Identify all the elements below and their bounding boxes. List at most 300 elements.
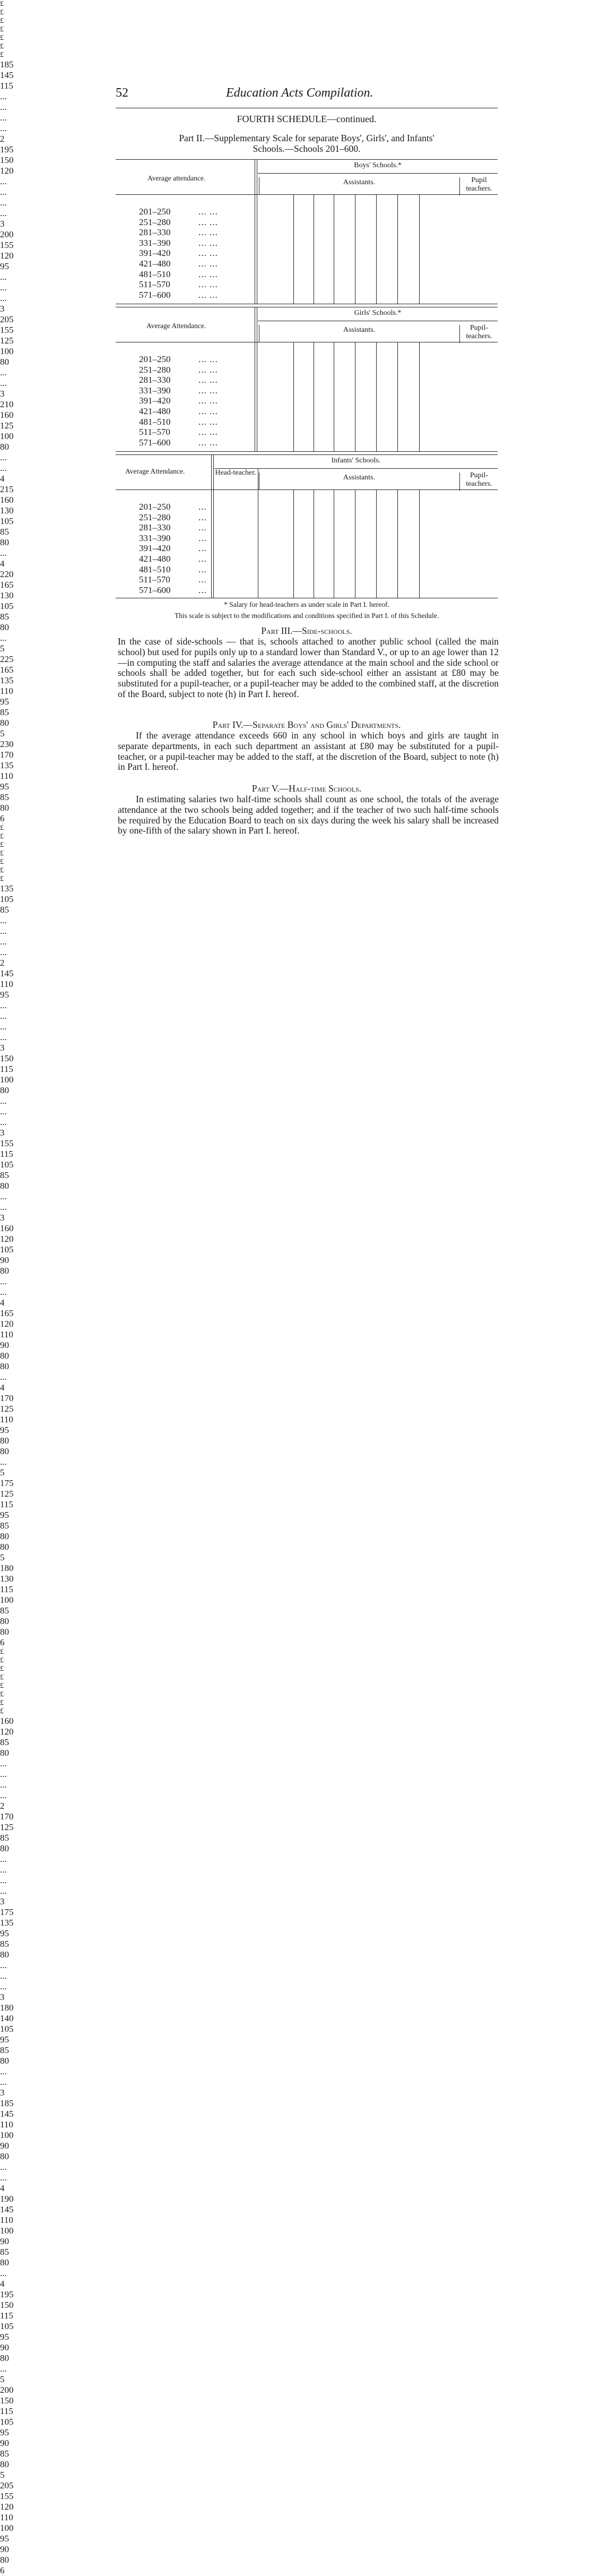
boys-row-leader: ... ... (198, 269, 218, 279)
girls-row-leader: ... ... (198, 364, 218, 375)
infants-head-salary: 180 (0, 2003, 14, 2013)
boys-assistant-salary: 80 (0, 442, 9, 452)
boys-assistant-salary: 110 (0, 771, 13, 781)
boys-assistant-salary: ... (0, 463, 7, 473)
part4-text: If the average attendance exceeds 660 in any school in which boys and girls are taught in separate departments, in each such department an assistant at £80 may be substituted for a pupil-teacher, or a pupil-teacher may be added to the staff, at the discretion of the Board, subject to note (h) in Part I. hereof. (118, 730, 499, 772)
girls-row-leader: ... ... (198, 354, 218, 364)
infants-assistant-salary: 120 (0, 2502, 14, 2512)
schedule-title: FOURTH SCHEDULE—continued. (237, 114, 377, 124)
girls-pupil-count: 6 (0, 1637, 5, 1647)
boys-assistant-salary: 130 (0, 590, 14, 600)
infants-assistant-salary: 95 (0, 2332, 9, 2342)
boys-assistant-salary: 210 (0, 399, 14, 409)
girls-assistant-salary: 110 (0, 979, 13, 989)
boys-assistant-salary: 225 (0, 654, 14, 664)
infants-assistant-salary: ... (0, 1886, 7, 1896)
infants-assistant-salary: 80 (0, 1950, 9, 1960)
girls-assistant-salary: 125 (0, 1404, 14, 1414)
infants-head-salary: 170 (0, 1811, 14, 1822)
girls-assistant-salary: ... (0, 1096, 7, 1106)
infants-row-range: 251–280 (139, 512, 171, 522)
girls-assistant-salary: 80 (0, 1085, 9, 1095)
boys-assistant-salary: 85 (0, 792, 9, 802)
infants-pupil-count: 4 (0, 2183, 5, 2193)
girls-row-range: 251–280 (139, 364, 171, 375)
infants-assistant-salary: 80 (0, 2056, 9, 2066)
boys-assistant-salary: 100 (0, 431, 14, 441)
part5-text: In estimating salaries two half-time schools shall count as one school, the totals of the average attendance at the two schools being added together; and if the teacher of two such half-time schools be required by the Education Board to teach on six days during the week his salary shall be increased by one-fifth of the salary shown in Part I. hereof. (118, 794, 499, 836)
infants-row-leader: ... (198, 574, 207, 585)
infants-assistant-salary: 90 (0, 2342, 9, 2352)
girls-pupil-count: 3 (0, 1213, 5, 1223)
infants-row-leader: ... (198, 543, 207, 554)
infants-assist-end-rule (419, 490, 420, 598)
infants-assistant-salary: ... (0, 1875, 7, 1885)
infants-assistant-salary: 105 (0, 2024, 14, 2034)
boys-assistant-salary: 135 (0, 675, 14, 685)
boys-assistant-salary: 95 (0, 697, 9, 707)
girls-assistant-salary: 80 (0, 1351, 9, 1361)
infants-assist-right-rule (459, 473, 460, 491)
infants-assistant-salary: 80 (0, 2151, 9, 2161)
infants-assistant-salary: 90 (0, 2438, 9, 2448)
infants-row-range: 481–510 (139, 564, 171, 574)
infants-assistant-salary: 80 (0, 2257, 9, 2268)
girls-assistant-salary: 105 (0, 894, 14, 904)
boys-row-range: 331–390 (139, 237, 171, 248)
girls-assist-col-rule (293, 342, 294, 451)
girls-row-leader: ... ... (198, 416, 218, 427)
infants-assistant-salary: 85 (0, 2045, 9, 2055)
boys-row-leader: ... ... (198, 227, 218, 238)
infants-assistant-salary: 110 (0, 2215, 13, 2225)
infants-assistant-salary: 90 (0, 2544, 9, 2554)
boys-row-leader: ... ... (198, 248, 218, 259)
boys-assistant-salary: 125 (0, 420, 14, 431)
boys-assistant-salary: 200 (0, 229, 14, 239)
part4-title: Part IV.—Separate Boys' and Girls' Departments. (212, 719, 401, 730)
infants-row-range: 571–600 (139, 585, 171, 595)
infants-assistant-salary: 95 (0, 2034, 9, 2045)
infants-assistant-salary: 125 (0, 1822, 14, 1832)
girls-assistant-salary: ... (0, 1032, 7, 1042)
boys-assistant-salary: 205 (0, 314, 14, 324)
infants-assistant-salary: ... (0, 2077, 7, 2087)
girls-currency-1: £ (0, 832, 4, 840)
infants-assistant-salary: 135 (0, 1918, 14, 1928)
boys-pupil-header: Pupil teachers. (466, 176, 492, 193)
girls-assistant-salary: 175 (0, 1478, 14, 1488)
girls-assistant-salary: 180 (0, 1563, 14, 1573)
girls-assistant-salary: 80 (0, 1361, 9, 1371)
boys-row-leader: ... ... (198, 279, 218, 290)
boys-row-range: 201–250 (139, 207, 171, 217)
girls-assistant-salary: ... (0, 1106, 7, 1117)
infants-currency-head: £ (0, 1648, 4, 1656)
boys-assistant-salary: ... (0, 123, 7, 133)
girls-row-leader: ... ... (198, 406, 218, 416)
boys-currency-3: £ (0, 25, 4, 33)
boys-pupil-count: 2 (0, 134, 5, 144)
infants-head-header: Head-teacher. (215, 469, 256, 477)
infants-currency-5: £ (0, 1699, 4, 1707)
girls-assistants-header: Assistants. (343, 326, 376, 334)
boys-row-range: 281–330 (139, 227, 171, 238)
girls-assistant-salary: 95 (0, 1425, 9, 1435)
footnote: * Salary for head-teachers as under scale in Part I. hereof. (224, 600, 389, 608)
boys-pupil-count: 4 (0, 559, 5, 569)
part3-text: In the case of side-schools — that is, schools attached to another public school (called the main school) but used for pupils only up to a standard lower than Standard V., or up to an age lower than 12—in computing the staff and salaries the average attendance at the main school and the side school or schools shall be added together, but for each such side-school either an assistant at £80 may be substituted for a pupil-teacher, or a pupil-teacher may be added to the combined staff, at the discretion of the Board, subject to note (h) in Part I. hereof. (118, 636, 499, 699)
girls-assistant-salary: ... (0, 1117, 7, 1127)
girls-assistant-salary: 80 (0, 1627, 9, 1637)
girls-row-range: 421–480 (139, 406, 171, 416)
girls-row-range: 481–510 (139, 416, 171, 427)
girls-assistant-salary: 120 (0, 1234, 14, 1244)
boys-assistant-salary: ... (0, 187, 7, 197)
girls-assistant-salary: ... (0, 1202, 7, 1212)
boys-assistant-salary: 95 (0, 261, 9, 271)
infants-currency-6: £ (0, 1707, 4, 1715)
girls-assistant-salary: 125 (0, 1489, 14, 1499)
infants-row-leader: ... (198, 554, 207, 564)
boys-assistant-salary: 170 (0, 750, 14, 760)
infants-assistant-salary: 85 (0, 1939, 9, 1949)
boys-currency-5: £ (0, 42, 4, 50)
girls-assistant-salary: 160 (0, 1223, 14, 1233)
infants-pupil-header: Pupil-teachers. (466, 471, 492, 488)
girls-currency-2: £ (0, 841, 4, 849)
scale-note: This scale is subject to the modifications and conditions specified in Part I. of this Schedule. (174, 612, 439, 620)
boys-assistant-salary: 85 (0, 612, 9, 622)
girls-row-leader: ... ... (198, 427, 218, 437)
boys-pupil-count: 5 (0, 728, 5, 739)
boys-assistant-salary: 165 (0, 580, 14, 590)
girls-assistant-salary: 85 (0, 1170, 9, 1180)
boys-assistant-salary: ... (0, 176, 7, 186)
girls-assistant-salary: ... (0, 915, 7, 925)
infants-assistants-header: Assistants. (343, 474, 376, 482)
infants-assistant-salary: ... (0, 1981, 7, 1991)
girls-assistant-salary: 90 (0, 1340, 9, 1350)
infants-assistant-salary: 90 (0, 2236, 9, 2246)
boys-assist-col-rule (376, 194, 377, 304)
boys-assistant-salary: 130 (0, 505, 14, 516)
boys-row-range: 571–600 (139, 289, 171, 300)
girls-pupil-count: 5 (0, 1552, 5, 1562)
infants-assistant-salary: ... (0, 1769, 7, 1779)
infants-assistant-salary: ... (0, 1865, 7, 1875)
boys-assistant-salary: 125 (0, 336, 14, 346)
infants-row-range: 331–390 (139, 533, 171, 543)
infants-assistant-salary: 145 (0, 2204, 14, 2214)
infants-assist-col-rule (397, 490, 398, 598)
boys-assistant-salary: ... (0, 293, 7, 303)
boys-assist-right-rule (459, 177, 460, 195)
boys-assistant-salary: 165 (0, 665, 14, 675)
infants-row-range: 391–420 (139, 543, 171, 554)
girls-assistant-salary: 80 (0, 1616, 9, 1626)
infants-assistant-salary: 100 (0, 2130, 14, 2140)
infants-assistant-salary: 95 (0, 2534, 9, 2544)
infants-assistant-salary: ... (0, 1758, 7, 1768)
infants-pupil-count: 5 (0, 2470, 5, 2480)
boys-assistant-salary: 145 (0, 70, 14, 80)
infants-currency-1: £ (0, 1665, 4, 1673)
infants-assistant-salary: 95 (0, 2427, 9, 2437)
girls-assistant-salary: 100 (0, 1595, 14, 1605)
infants-assistant-salary: 155 (0, 2491, 14, 2501)
boys-assist-end-rule (419, 194, 420, 304)
infants-assistant-salary: 120 (0, 1727, 14, 1737)
boys-assistant-salary: 160 (0, 495, 14, 505)
girls-assistant-salary: 110 (0, 1329, 13, 1339)
infants-top-rule (116, 454, 498, 455)
infants-assistant-salary: 85 (0, 2449, 9, 2459)
girls-assistant-salary: 85 (0, 1521, 9, 1531)
girls-assistant-salary: 110 (0, 1414, 13, 1424)
girls-pupil-count: 4 (0, 1298, 5, 1308)
infants-assistant-salary: 85 (0, 1737, 9, 1747)
girls-row-leader: ... ... (198, 375, 218, 385)
infants-assist-col-rule (376, 490, 377, 598)
infants-row-range: 201–250 (139, 502, 171, 512)
infants-assistant-salary: 115 (0, 2406, 13, 2416)
boys-assistant-salary: 120 (0, 251, 14, 261)
infants-assistant-salary: 105 (0, 2417, 14, 2427)
page-number: 52 (116, 86, 128, 100)
infants-assistant-salary: 105 (0, 2321, 14, 2331)
girls-assistant-salary: 170 (0, 1393, 14, 1403)
boys-assistant-salary: 100 (0, 346, 14, 356)
infants-assistant-salary: ... (0, 2066, 7, 2076)
girls-currency-0: £ (0, 824, 4, 832)
girls-bottom-rule (116, 451, 498, 452)
girls-assist-col-rule (376, 342, 377, 451)
girls-assistant-salary: 80 (0, 1266, 9, 1276)
boys-assistant-salary: 95 (0, 782, 9, 792)
infants-group-header: Infants' Schools. (331, 457, 381, 465)
boys-row-range: 511–570 (139, 279, 170, 290)
infants-currency-0: £ (0, 1656, 4, 1664)
boys-row-range: 481–510 (139, 269, 171, 279)
infants-assistant-salary: 90 (0, 2141, 9, 2151)
boys-assistant-salary: 150 (0, 155, 14, 165)
infants-label-header: Average Attendance. (125, 467, 185, 475)
infants-assistant-salary: 85 (0, 1833, 9, 1843)
girls-assistant-salary: 80 (0, 1181, 9, 1191)
boys-assistant-salary: 115 (0, 81, 13, 91)
boys-row-leader: ... ... (198, 237, 218, 248)
boys-assistant-salary: ... (0, 548, 7, 558)
girls-assistant-salary: 80 (0, 1446, 9, 1456)
infants-row-range: 281–330 (139, 522, 171, 533)
infants-head-salary: 175 (0, 1907, 14, 1917)
girls-currency-5: £ (0, 866, 4, 874)
boys-pupil-count: 4 (0, 474, 5, 484)
boys-assistant-salary: 110 (0, 686, 13, 696)
boys-assistant-salary: 80 (0, 622, 9, 632)
girls-pupil-count: 3 (0, 1043, 5, 1053)
infants-assistant-salary: 80 (0, 1748, 9, 1758)
girls-assistant-salary: 90 (0, 1255, 9, 1265)
girls-assistant-salary: ... (0, 1276, 7, 1286)
girls-assistant-salary: ... (0, 1372, 7, 1382)
boys-assistant-salary: ... (0, 198, 7, 208)
girls-row-range: 511–570 (139, 427, 170, 437)
boys-row-range: 391–420 (139, 248, 171, 259)
girls-row-range: 331–390 (139, 385, 171, 396)
infants-assistant-salary: 95 (0, 1928, 9, 1938)
boys-pupil-count: 3 (0, 219, 5, 229)
girls-currency-3: £ (0, 849, 4, 857)
boys-assistant-salary: 220 (0, 569, 14, 579)
infants-assistant-salary: ... (0, 1960, 7, 1970)
boys-row-leader: ... ... (198, 259, 218, 269)
girls-assistant-salary: 80 (0, 1531, 9, 1541)
infants-assistant-salary: ... (0, 1854, 7, 1864)
infants-assistant-salary: 100 (0, 2523, 14, 2533)
infants-separator-inner (213, 454, 214, 598)
girls-assistant-salary: 105 (0, 1244, 14, 1255)
boys-assistant-salary: 195 (0, 144, 14, 154)
infants-pupil-count: 2 (0, 1801, 5, 1811)
girls-row-range: 281–330 (139, 375, 171, 385)
girls-assistant-salary: 115 (0, 1149, 13, 1159)
infants-assistant-salary: ... (0, 2173, 7, 2183)
infants-pupil-count: 6 (0, 2565, 5, 2575)
boys-assistant-salary: ... (0, 378, 7, 388)
girls-assistant-salary: ... (0, 1287, 7, 1297)
girls-pupil-count: 3 (0, 1128, 5, 1138)
boys-assistant-salary: 155 (0, 240, 14, 250)
boys-assist-col-rule (293, 194, 294, 304)
infants-assistant-salary: 80 (0, 2555, 9, 2565)
infants-group-rule (214, 468, 498, 469)
boys-assistant-salary: 80 (0, 357, 9, 367)
girls-assistant-salary: 115 (0, 1499, 13, 1509)
boys-pupil-count: 6 (0, 813, 5, 823)
part2-title-line2: Schools.—Schools 201–600. (253, 143, 361, 154)
boys-currency-6: £ (0, 51, 4, 59)
infants-head-salary: 160 (0, 1716, 14, 1726)
infants-head-salary: 205 (0, 2480, 14, 2491)
infants-head-salary: 200 (0, 2385, 14, 2395)
girls-assistant-salary: ... (0, 947, 7, 957)
boys-assistant-salary: ... (0, 208, 7, 218)
girls-assistant-salary: 135 (0, 883, 14, 894)
infants-row-leader: ... (198, 522, 207, 533)
infants-assistant-salary: 150 (0, 2395, 14, 2406)
boys-assistant-salary: 105 (0, 516, 14, 526)
infants-pupil-count: 5 (0, 2374, 5, 2384)
boys-currency-4: £ (0, 34, 4, 42)
boys-assistants-header: Assistants. (343, 178, 376, 186)
girls-row-leader: ... ... (198, 396, 218, 406)
girls-assist-end-rule (419, 342, 420, 451)
part5-title: Part V.—Half-time Schools. (251, 783, 362, 794)
girls-group-header: Girls' Schools.* (354, 309, 402, 317)
girls-assistant-salary: 85 (0, 905, 9, 915)
boys-top-rule (116, 159, 498, 160)
girls-pupil-count: 2 (0, 958, 5, 968)
infants-row-leader: ... (198, 502, 207, 512)
boys-assistant-salary: ... (0, 452, 7, 462)
infants-assistant-salary: 80 (0, 1843, 9, 1853)
boys-header-rule (116, 194, 498, 195)
infants-assistant-salary: 110 (0, 2512, 13, 2522)
boys-row-leader: ... ... (198, 217, 218, 227)
infants-currency-4: £ (0, 1690, 4, 1698)
girls-assistant-salary: ... (0, 1011, 7, 1021)
girls-assistant-salary: 150 (0, 1053, 14, 1063)
infants-assistant-salary: ... (0, 2364, 7, 2374)
part3-title: Part III.—Side-schools. (261, 625, 352, 636)
boys-assistant-salary: 135 (0, 760, 14, 770)
boys-group-header: Boys' Schools.* (354, 161, 402, 169)
boys-assistant-salary: ... (0, 282, 7, 293)
boys-assistant-salary: 80 (0, 803, 9, 813)
boys-currency-0: £ (0, 0, 4, 8)
infants-head-salary: 190 (0, 2194, 14, 2204)
infants-assistant-salary: 145 (0, 2109, 14, 2119)
infants-row-range: 511–570 (139, 574, 170, 585)
girls-assistant-salary: 95 (0, 1510, 9, 1520)
girls-assistant-salary: 155 (0, 1138, 14, 1148)
infants-pupil-count: 3 (0, 2088, 5, 2098)
boys-pupil-count: 3 (0, 304, 5, 314)
boys-group-rule (258, 173, 498, 174)
girls-assistant-salary: 165 (0, 1308, 14, 1318)
boys-assistant-salary: 230 (0, 739, 14, 749)
girls-assistant-salary: ... (0, 926, 7, 936)
infants-assistant-salary: ... (0, 1790, 7, 1800)
girls-assistant-salary: 80 (0, 1542, 9, 1552)
boys-assistant-salary: ... (0, 367, 7, 377)
infants-row-leader: ... (198, 585, 207, 595)
infants-pupil-count: 4 (0, 2279, 5, 2289)
boys-row-range: 251–280 (139, 217, 171, 227)
girls-row-range: 391–420 (139, 396, 171, 406)
girls-row-range: 201–250 (139, 354, 171, 364)
girls-currency-4: £ (0, 858, 4, 866)
boys-row-range: 421–480 (139, 259, 171, 269)
girls-assistant-salary: 100 (0, 1075, 14, 1085)
infants-assistant-salary: 100 (0, 2226, 14, 2236)
boys-assistant-salary: ... (0, 102, 7, 112)
infants-head-salary: 195 (0, 2289, 14, 2299)
boys-row-leader: ... ... (198, 207, 218, 217)
infants-separator (211, 454, 212, 598)
boys-assistant-salary: 185 (0, 59, 14, 70)
part2-title-line1: Part II.—Supplementary Scale for separate Boys', Girls', and Infants' (179, 133, 434, 143)
infants-row-range: 421–480 (139, 554, 171, 564)
girls-currency-6: £ (0, 875, 4, 883)
boys-assistant-salary: ... (0, 272, 7, 282)
running-title: Education Acts Compilation. (226, 86, 373, 100)
girls-assistant-salary: ... (0, 1021, 7, 1032)
infants-assistant-salary: 150 (0, 2300, 14, 2310)
infants-pupil-count: 3 (0, 1992, 5, 2002)
girls-row-leader: ... ... (198, 437, 218, 448)
girls-assistant-salary: 130 (0, 1574, 14, 1584)
boys-assistant-salary: 80 (0, 537, 9, 547)
girls-assistant-salary: ... (0, 1191, 7, 1201)
infants-pupil-count: 3 (0, 1896, 5, 1907)
boys-pupil-count: 3 (0, 389, 5, 399)
boys-assistant-salary: 85 (0, 527, 9, 537)
girls-row-range: 571–600 (139, 437, 171, 448)
girls-assistant-salary: 120 (0, 1319, 14, 1329)
